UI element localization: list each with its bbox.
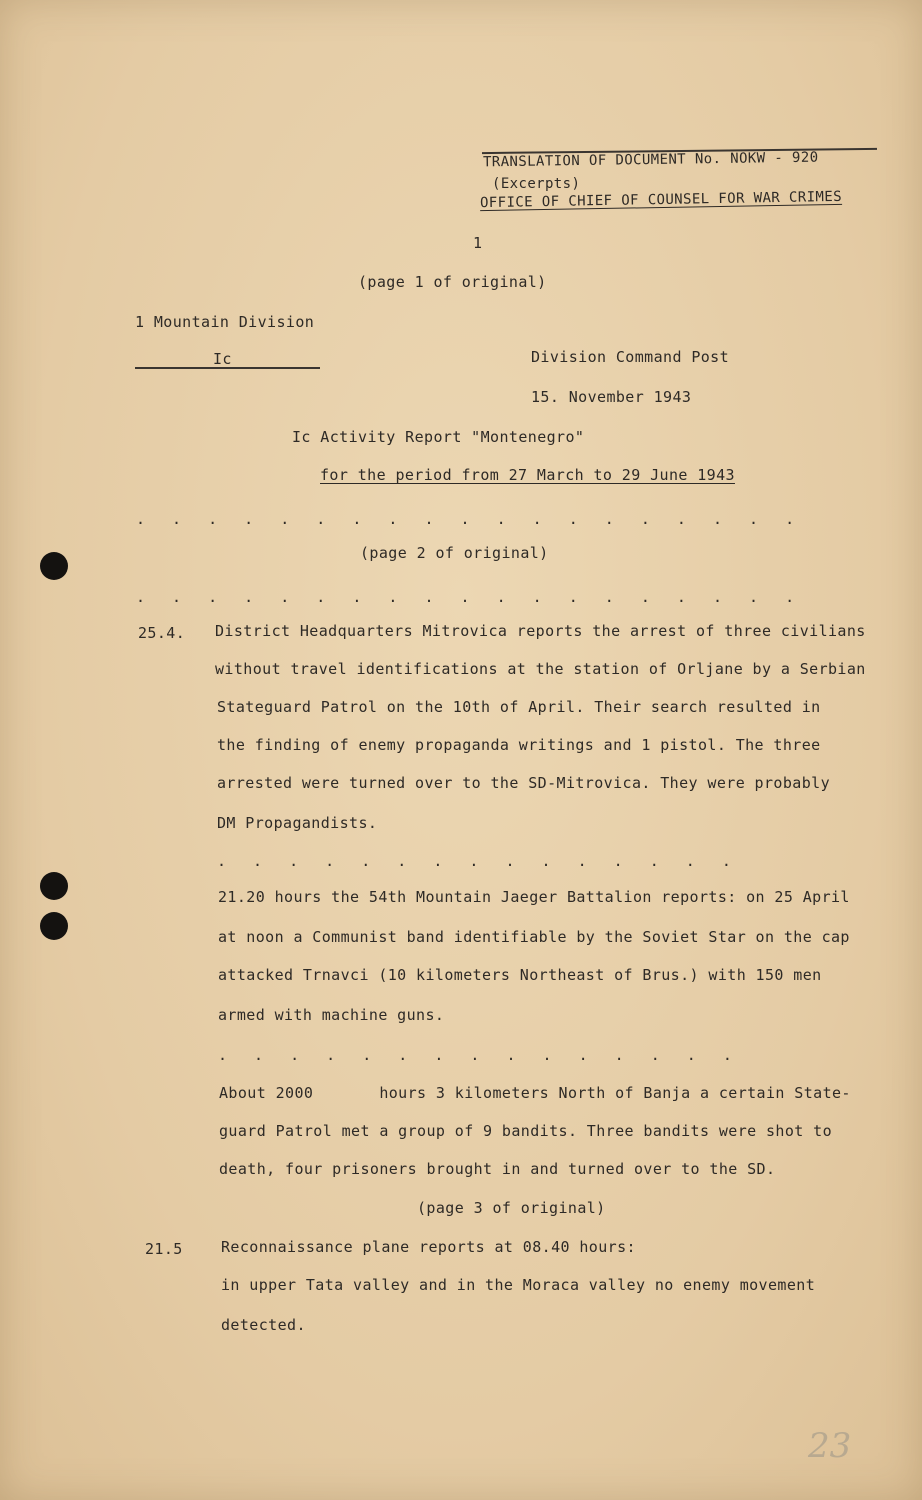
entry-1-line-5: arrested were turned over to the SD-Mitrovica. They were probably: [217, 774, 830, 792]
report-date: 15. November 1943: [531, 388, 692, 406]
entry-1-line-6: DM Propagandists.: [217, 814, 378, 832]
entry-4-line-3: detected.: [221, 1316, 306, 1334]
page-3-marker: (page 3 of original): [417, 1199, 606, 1217]
entry-date-21-5: 21.5: [145, 1240, 183, 1258]
entry-4-line-1: Reconnaissance plane reports at 08.40 hours:: [221, 1238, 636, 1256]
separator-dots-1: . . . . . . . . . . . . . . . . . . .: [136, 510, 804, 528]
entry-1-line-4: the finding of enemy propaganda writings and 1 pistol. The three: [217, 736, 821, 754]
entry-2-line-3: attacked Trnavci (10 kilometers Northeast of Brus.) with 150 men: [218, 966, 822, 984]
header-office-line: OFFICE OF CHIEF OF COUNSEL FOR WAR CRIMES: [479, 188, 843, 212]
page-number: 1: [473, 234, 483, 252]
entry-3-line-1: About 2000 hours 3 kilometers North of Banja a certain State-: [219, 1084, 851, 1102]
punch-hole-middle: [40, 872, 68, 900]
separator-dots-2: . . . . . . . . . . . . . . . . . . .: [136, 588, 804, 606]
separator-dots-3: . . . . . . . . . . . . . . .: [217, 852, 740, 870]
punch-hole-top: [40, 552, 68, 580]
report-title: Ic Activity Report "Montenegro": [292, 428, 585, 446]
command-post: Division Command Post: [531, 348, 730, 366]
entry-3-line-3: death, four prisoners brought in and turned over to the SD.: [219, 1160, 776, 1178]
entry-date-25-4: 25.4.: [138, 624, 186, 642]
entry-2-line-1: 21.20 hours the 54th Mountain Jaeger Battalion reports: on 25 April: [218, 888, 850, 906]
header-excerpts: (Excerpts): [492, 176, 581, 192]
page-2-marker: (page 2 of original): [360, 544, 549, 562]
entry-2-line-2: at noon a Communist band identifiable by the Soviet Star on the cap: [218, 928, 850, 946]
punch-hole-bottom: [40, 912, 68, 940]
entry-1-line-3: Stateguard Patrol on the 10th of April. Their search resulted in: [217, 698, 821, 716]
report-period: for the period from 27 March to 29 June 1943: [320, 466, 735, 484]
unit-name: 1 Mountain Division: [135, 313, 315, 331]
handwritten-page-number: 23: [808, 1426, 852, 1466]
entry-2-line-4: armed with machine guns.: [218, 1006, 445, 1024]
page-1-marker: (page 1 of original): [358, 273, 547, 291]
entry-3-line-2: guard Patrol met a group of 9 bandits. Three bandits were shot to: [219, 1122, 832, 1140]
entry-1-line-2: without travel identifications at the station of Orljane by a Serbian: [215, 660, 866, 678]
entry-4-line-2: in upper Tata valley and in the Moraca valley no enemy movement: [221, 1276, 816, 1294]
header-translation-line: TRANSLATION OF DOCUMENT No. NOKW - 920: [482, 149, 819, 171]
entry-1-line-1: District Headquarters Mitrovica reports the arrest of three civilians: [215, 622, 866, 640]
section-label: Ic: [213, 350, 232, 368]
separator-dots-4: . . . . . . . . . . . . . . .: [218, 1046, 741, 1064]
